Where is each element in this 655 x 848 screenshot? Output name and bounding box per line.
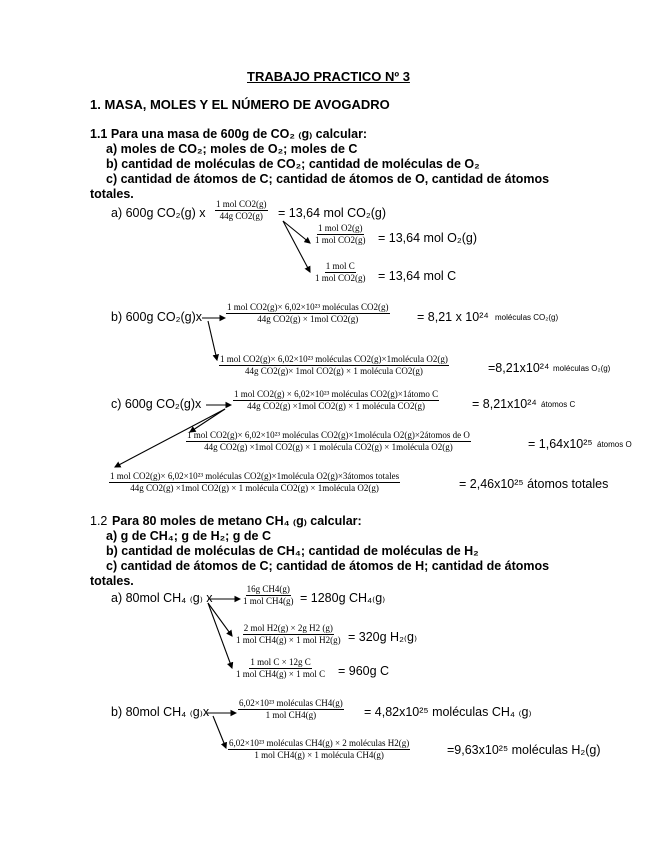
problem-1-1-c: c) cantidad de átomos de C; cantidad de átomos de O, cantidad de átomos (106, 172, 550, 186)
fraction2-b1-num: 6,02×10²³ moléculas CH4(g) (238, 699, 344, 710)
page-title: TRABAJO PRACTICO Nº 3 (247, 69, 410, 84)
fraction-b1-den: 44g CO2(g) × 1mol CO2(g) (257, 314, 359, 325)
problem-1-2-prefix: 1.2 (90, 514, 108, 528)
arrow-icon (208, 603, 232, 636)
problem-1-2-b: b) cantidad de moléculas de CH₄; cantidad de moléculas de H₂ (106, 544, 479, 558)
result-b2-unit: moléculas O₂(g) (553, 364, 611, 373)
fraction-c3-num: 1 mol CO2(g)× 6,02×10²³ moléculas CO2(g)×1molécula O2(g)×3átomos totales (109, 472, 400, 483)
arrow-icon (213, 716, 226, 748)
fraction-b1-num: 1 mol CO2(g)× 6,02×10²³ moléculas CO2(g) (226, 303, 390, 314)
problem-1-2-c-cont: totales. (90, 574, 134, 588)
calc-c-start: c) 600g CO₂(g)x (111, 397, 202, 411)
problem-1-2-a: a) g de CH₄; g de H₂; g de C (106, 529, 271, 543)
result2-a1: = 1280g CH₄₍g₎ (300, 591, 386, 605)
result-c3: = 2,46x10²⁵ átomos totales (459, 477, 609, 491)
fraction2-b1-den: 1 mol CH4(g) (265, 710, 317, 721)
result-b1: = 8,21 x 10²⁴ (417, 310, 489, 324)
result-c1-unit: átomos C (541, 400, 576, 409)
fraction2-a1-den: 1 mol CH4(g) (243, 596, 294, 607)
arrow-icon (208, 321, 217, 360)
result-b1-unit: moléculas CO₂(g) (495, 313, 559, 322)
fraction-c2-den: 44g CO2(g) ×1mol CO2(g) × 1 molécula CO2(g) × 1molécula O2(g) (204, 442, 453, 453)
problem-1-1-c-cont: totales. (90, 187, 134, 201)
calc2-a-start: a) 80mol CH₄ ₍g₎ x (111, 591, 213, 605)
fraction-c3-den: 44g CO2(g) ×1mol CO2(g) × 1 molécula CO2(g) × 1molécula O2(g) (130, 483, 379, 494)
section-heading: 1. MASA, MOLES Y EL NÚMERO DE AVOGADRO (90, 97, 390, 112)
result-b2: =8,21x10²⁴ (488, 361, 550, 375)
arrow-icon (283, 221, 310, 272)
fraction-a1-num: 1 mol CO2(g) (215, 200, 268, 211)
calc2-b-start: b) 80mol CH₄ ₍g₎x (111, 705, 210, 719)
fraction2-a2-num: 2 mol H2(g) × 2g H2 (g) (243, 624, 334, 635)
result-a1: = 13,64 mol CO₂(g) (278, 206, 387, 220)
calc-b-start: b) 600g CO₂(g)x (111, 310, 202, 324)
fraction-c1-den: 44g CO2(g) ×1mol CO2(g) × 1 molécula CO2(g) (247, 401, 425, 412)
fraction2-a2-den: 1 mol CH4(g) × 1 mol H2(g) (236, 635, 341, 646)
fraction2-a1-num: 16g CH4(g) (246, 585, 291, 596)
problem-1-1-b: b) cantidad de moléculas de CO₂; cantidad de moléculas de O₂ (106, 157, 480, 171)
fraction2-b2-den: 1 mol CH4(g) × 1 molécula CH4(g) (254, 750, 384, 761)
arrow-icon (190, 409, 225, 432)
problem-1-1-a: a) moles de CO₂; moles de O₂; moles de C (106, 142, 358, 156)
problem-1-2-c: c) cantidad de átomos de C; cantidad de átomos de H; cantidad de átomos (106, 559, 550, 573)
fraction-b2-num: 1 mol CO2(g)× 6,02×10²³ moléculas CO2(g)×1molécula O2(g) (219, 355, 449, 366)
result-a2: = 13,64 mol O₂(g) (378, 231, 477, 245)
result2-b2: =9,63x10²⁵ moléculas H₂(g) (447, 743, 601, 757)
arrow-icon (115, 409, 225, 467)
fraction-a3-num: 1 mol C (325, 262, 356, 273)
fraction-a3-den: 1 mol CO2(g) (315, 273, 366, 284)
problem-1-2-title: Para 80 moles de metano CH₄ ₍g₎ calcular: (112, 514, 362, 528)
result-c2-unit: átomos O (597, 440, 632, 449)
fraction2-b2-num: 6,02×10²³ moléculas CH4(g) × 2 moléculas H2(g) (228, 739, 410, 750)
result2-b1: = 4,82x10²⁵ moléculas CH₄ ₍g₎ (364, 705, 532, 719)
fraction-b2-den: 44g CO2(g)× 1mol CO2(g) × 1 molécula CO2(g) (244, 366, 423, 377)
result2-a2: = 320g H₂₍g₎ (348, 630, 418, 644)
fraction-a1-den: 44g CO2(g) (219, 211, 263, 222)
fraction-c2-num: 1 mol CO2(g)× 6,02×10²³ moléculas CO2(g)×1molécula O2(g)×2átomos de O (186, 431, 471, 442)
fraction2-a3-den: 1 mol CH4(g) × 1 mol C (236, 669, 326, 680)
result-a3: = 13,64 mol C (378, 269, 457, 283)
problem-1-1-title: 1.1 Para una masa de 600g de CO₂ ₍g₎ calcular: (90, 127, 368, 141)
result-c2: = 1,64x10²⁵ (528, 437, 593, 451)
arrow-icon (208, 603, 232, 668)
fraction-a2-den: 1 mol CO2(g) (315, 235, 366, 246)
fraction-a2-num: 1 mol O2(g) (317, 224, 364, 235)
calc-a-start: a) 600g CO₂(g) x (111, 206, 206, 220)
result2-a3: = 960g C (338, 664, 390, 678)
fraction2-a3-num: 1 mol C × 12g C (249, 658, 311, 669)
arrow-icon (283, 221, 310, 243)
result-c1: = 8,21x10²⁴ (472, 397, 537, 411)
fraction-c1-num: 1 mol CO2(g) × 6,02×10²³ moléculas CO2(g)×1átomo C (233, 390, 439, 401)
